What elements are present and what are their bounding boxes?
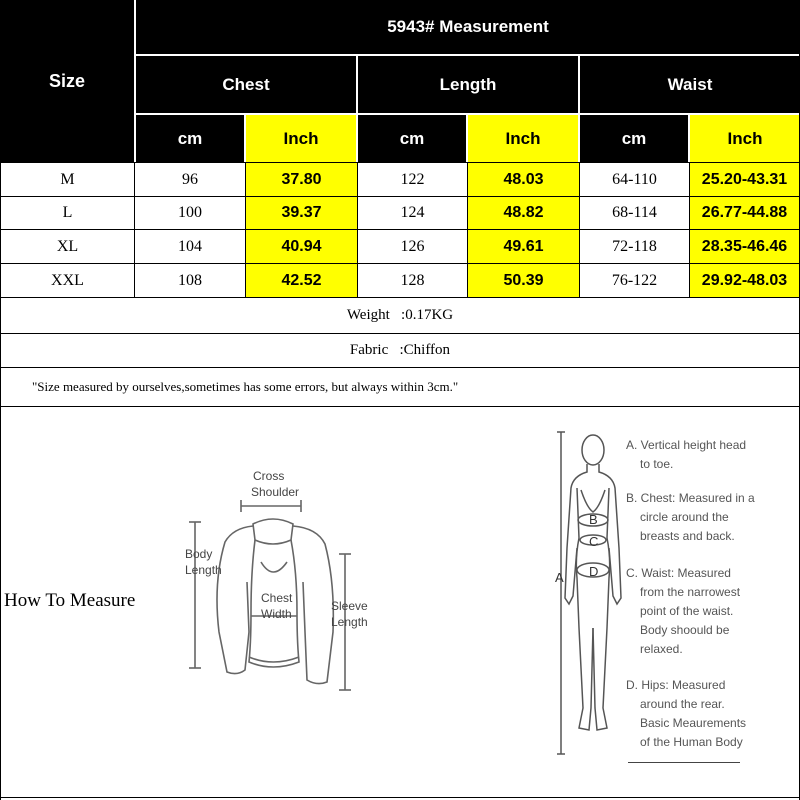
body-note-line: Body shoould be: [640, 623, 730, 637]
table-cell: 29.92-48.03: [690, 264, 799, 297]
body-note-line: Basic Meaurements: [640, 716, 747, 730]
table-cell: 48.03: [468, 163, 579, 196]
notes-underline: [628, 762, 740, 763]
table-cell: 96: [135, 163, 245, 196]
chest-label-2: Width: [261, 607, 292, 621]
table-cell: 100: [135, 197, 245, 229]
table-cell: 124: [358, 197, 467, 229]
human-body-diagram-icon: [555, 428, 625, 768]
body-note-line: relaxed.: [640, 642, 683, 656]
body-note-line: point of the waist.: [640, 604, 734, 618]
letter-b: B: [589, 512, 598, 527]
garment-diagram-icon: [175, 462, 375, 707]
table-cell: 39.37: [246, 197, 357, 229]
table-cell: 128: [358, 264, 467, 297]
table-cell: 25.20-43.31: [690, 163, 799, 196]
body-note-line: of the Human Body: [640, 735, 743, 749]
measurement-note: "Size measured by ourselves,sometimes has some errors, but always within 3cm.": [32, 379, 459, 394]
how-to-measure-label: How To Measure: [4, 590, 136, 611]
body-note-line: circle around the: [640, 510, 729, 524]
body-label-1: Body: [185, 547, 213, 561]
table-cell: 42.52: [246, 264, 357, 297]
table-cell: 64-110: [580, 163, 689, 196]
size-cell: XL: [1, 230, 134, 263]
body-note-line: C. Waist: Measured: [626, 566, 731, 580]
fabric-row: Fabric :Chiffon: [349, 341, 451, 358]
body-note: [626, 676, 796, 752]
chest-label-1: Chest: [261, 591, 293, 605]
body-note-line: B. Chest: Measured in a: [626, 491, 755, 505]
table-cell: 28.35-46.46: [690, 230, 799, 263]
sleeve-label-1: Sleeve: [331, 599, 368, 613]
sleeve-label-2: Length: [331, 615, 368, 629]
size-cell: XXL: [1, 264, 134, 297]
group-waist: Waist: [580, 56, 800, 113]
body-note-line: around the rear.: [640, 697, 725, 711]
body-note-line: A. Vertical height head: [626, 438, 747, 452]
unit-waist-inch: Inch: [690, 115, 800, 162]
table-cell: 126: [358, 230, 467, 263]
table-cell: 37.80: [246, 163, 357, 196]
table-title: 5943# Measurement: [136, 0, 800, 54]
table-cell: 49.61: [468, 230, 579, 263]
weight-row: Weight :0.17KG: [346, 306, 454, 323]
table-cell: 50.39: [468, 264, 579, 297]
size-header: Size: [0, 0, 134, 162]
unit-waist-cm: cm: [580, 115, 688, 162]
unit-length-cm: cm: [358, 115, 466, 162]
unit-chest-cm: cm: [136, 115, 244, 162]
table-cell: 104: [135, 230, 245, 263]
size-cell: M: [1, 163, 134, 196]
body-note-line: breasts and back.: [640, 529, 735, 543]
table-cell: 76-122: [580, 264, 689, 297]
body-note-line: D. Hips: Measured: [626, 678, 726, 692]
letter-a: A: [555, 570, 564, 585]
group-chest: Chest: [136, 56, 356, 113]
table-cell: 40.94: [246, 230, 357, 263]
cross-label-2: Shoulder: [251, 485, 300, 499]
table-cell: 72-118: [580, 230, 689, 263]
body-note: [626, 564, 796, 659]
body-note-line: to toe.: [640, 457, 674, 471]
body-measurement-notes: [626, 436, 796, 769]
table-cell: 108: [135, 264, 245, 297]
table-cell: 26.77-44.88: [690, 197, 799, 229]
letter-c: C: [589, 534, 599, 549]
size-cell: L: [1, 197, 134, 229]
table-cell: 48.82: [468, 197, 579, 229]
table-cell: 122: [358, 163, 467, 196]
body-note-line: from the narrowest: [640, 585, 741, 599]
cross-label-1: Cross: [253, 469, 285, 483]
letter-d: D: [589, 564, 599, 579]
table-cell: 68-114: [580, 197, 689, 229]
unit-length-inch: Inch: [468, 115, 578, 162]
body-label-2: Length: [185, 563, 222, 577]
unit-chest-inch: Inch: [246, 115, 356, 162]
group-length: Length: [358, 56, 578, 113]
body-note: [626, 436, 796, 474]
body-note: [626, 489, 796, 546]
